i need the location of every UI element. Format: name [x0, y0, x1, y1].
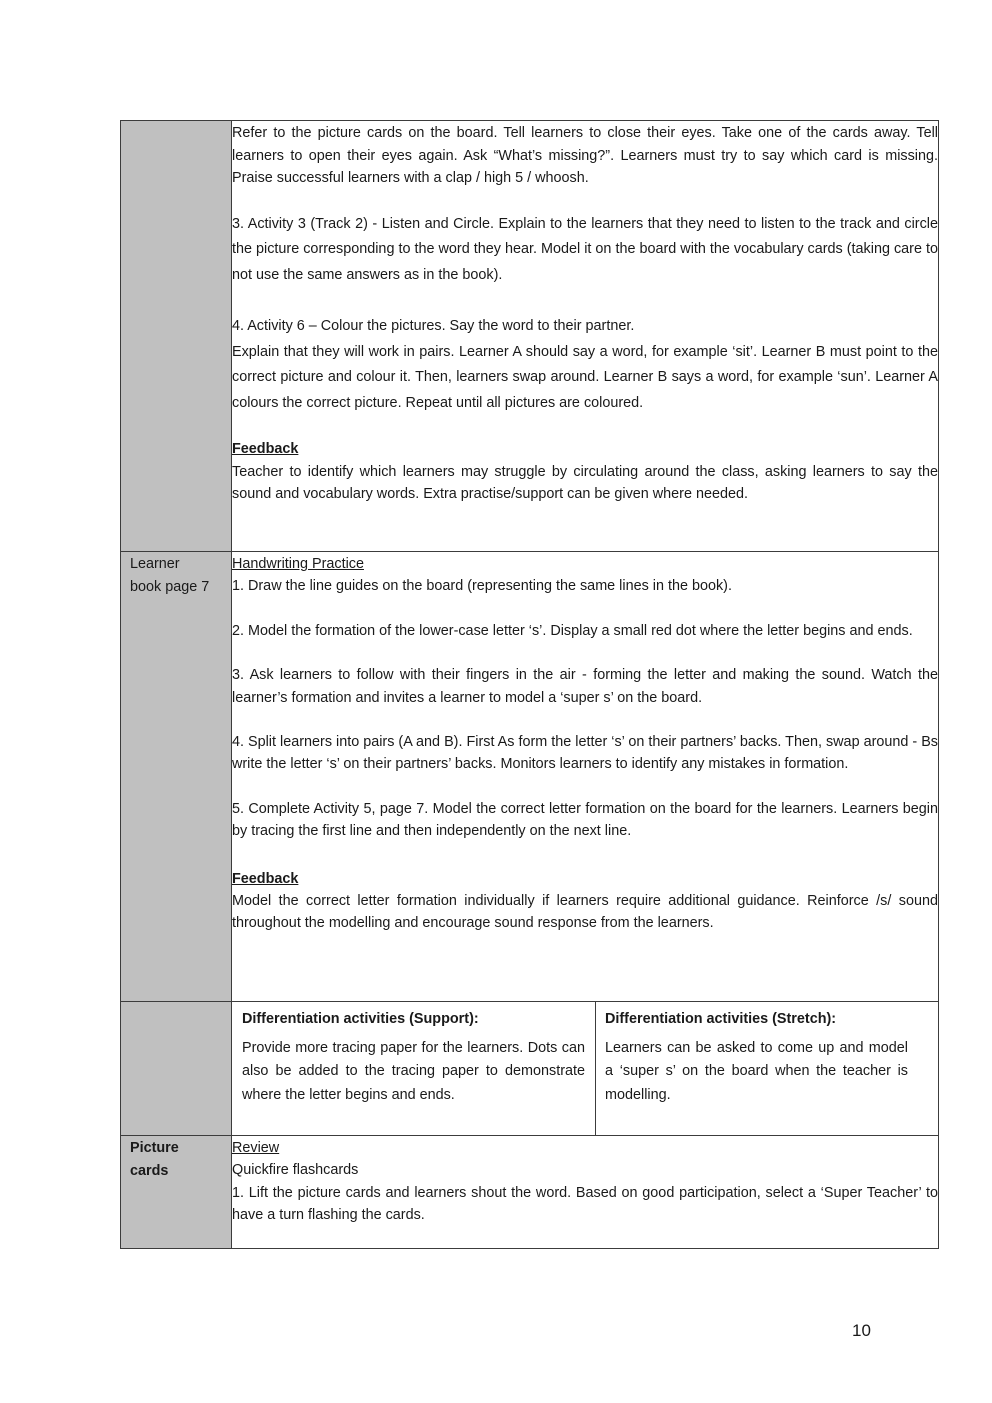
table-row — [121, 552, 939, 1002]
table-row — [121, 1002, 939, 1136]
resource-cell — [121, 1002, 232, 1136]
step-3: 3. Ask learners to follow with their fingers in the air - forming the letter and making the sound. Watch the learner’s formation and invites a learner to model a ‘super s’ on the board. — [232, 667, 938, 706]
resource-label: Picture — [130, 1140, 179, 1156]
stretch-text: Learners can be asked to come up and model a ‘super s’ on the board when the teacher is modelling. — [605, 1040, 908, 1103]
section-heading: Handwriting Practice — [232, 556, 364, 572]
memory-game-paragraph: Refer to the picture cards on the board. Tell learners to close their eyes. Take one of the cards away. Tell learners to open their eyes again. Ask “What’s missing?”. Learners must try to say which card is missing. Praise successful learners with a clap / high 5 / whoosh. — [232, 125, 938, 187]
step-2: 2. Model the formation of the lower-case letter ‘s’. Display a small red dot where the letter begins and ends. — [232, 622, 913, 639]
activity-3-paragraph: 3. Activity 3 (Track 2) - Listen and Circle. Explain to the learners that they need to listen to the track and circle the picture corresponding to the word they hear. Model it on the board with the vocabulary cards (taking care to not use the same answers as in the book). — [232, 215, 938, 283]
section-subheading: Quickfire flashcards — [232, 1162, 359, 1179]
stretch-heading: Differentiation activities (Stretch): — [605, 1011, 837, 1027]
feedback-text: Teacher to identify which learners may struggle by circulating around the class, asking learners to say the sound and vocabulary words. Extra practise/support can be given where needed. — [232, 463, 938, 503]
step-4: 4. Split learners into pairs (A and B). First As form the letter ‘s’ on their partners’ backs. Then, swap around - Bs write the letter ‘s’ on their partners’ backs. Monitors learners to identify any mistakes in formation. — [232, 734, 938, 773]
resource-label: Learner — [130, 556, 180, 572]
differentiation-cell — [232, 1002, 939, 1136]
step-1: 1. Lift the picture cards and learners shout the word. Based on good participation, select a ‘Super Teacher’ to have a turn flashing the cards. — [232, 1184, 938, 1224]
section-heading: Review — [232, 1140, 280, 1156]
step-5: 5. Complete Activity 5, page 7. Model the correct letter formation on the board for the learners. Learners begin by tracing the first line and then independently on the next line. — [232, 800, 938, 840]
support-text: Provide more tracing paper for the learners. Dots can also be added to the tracing paper to demonstrate where the letter begins and ends. — [242, 1040, 585, 1103]
resource-cell — [121, 121, 232, 552]
table-row — [121, 121, 939, 552]
step-1: 1. Draw the line guides on the board (representing the same lines in the book). — [232, 578, 732, 595]
activity-cell — [232, 1136, 939, 1249]
feedback-heading: Feedback — [232, 870, 299, 887]
page-number: 10 — [852, 1321, 871, 1340]
resource-cell — [121, 552, 232, 1002]
stretch-cell — [596, 1002, 939, 1135]
lesson-plan-table — [120, 120, 939, 1249]
resource-label: book page 7 — [130, 578, 210, 595]
feedback-text: Model the correct letter formation individually if learners require additional guidance. Reinforce /s/ sound throughout the modelling and encourage sound response from the learners. — [232, 893, 938, 932]
support-heading: Differentiation activities (Support): — [242, 1011, 479, 1027]
activity-cell — [232, 121, 939, 552]
resource-cell — [121, 1136, 232, 1249]
activity-6-title: 4. Activity 6 – Colour the pictures. Say the word to their partner. — [232, 318, 635, 335]
support-cell — [232, 1002, 596, 1135]
table-row — [121, 1136, 939, 1249]
feedback-heading: Feedback — [232, 441, 299, 458]
activity-cell — [232, 552, 939, 1002]
activity-6-paragraph: Explain that they will work in pairs. Learner A should say a word, for example ‘sit’. Learner B must point to the correct picture and colour it. Then, learners swap around. Learner B says a word, for example ‘sun’. Learner A colours the correct picture. Repeat until all pictures are coloured. — [232, 343, 938, 411]
differentiation-table — [232, 1002, 938, 1135]
resource-label: cards — [130, 1162, 169, 1179]
